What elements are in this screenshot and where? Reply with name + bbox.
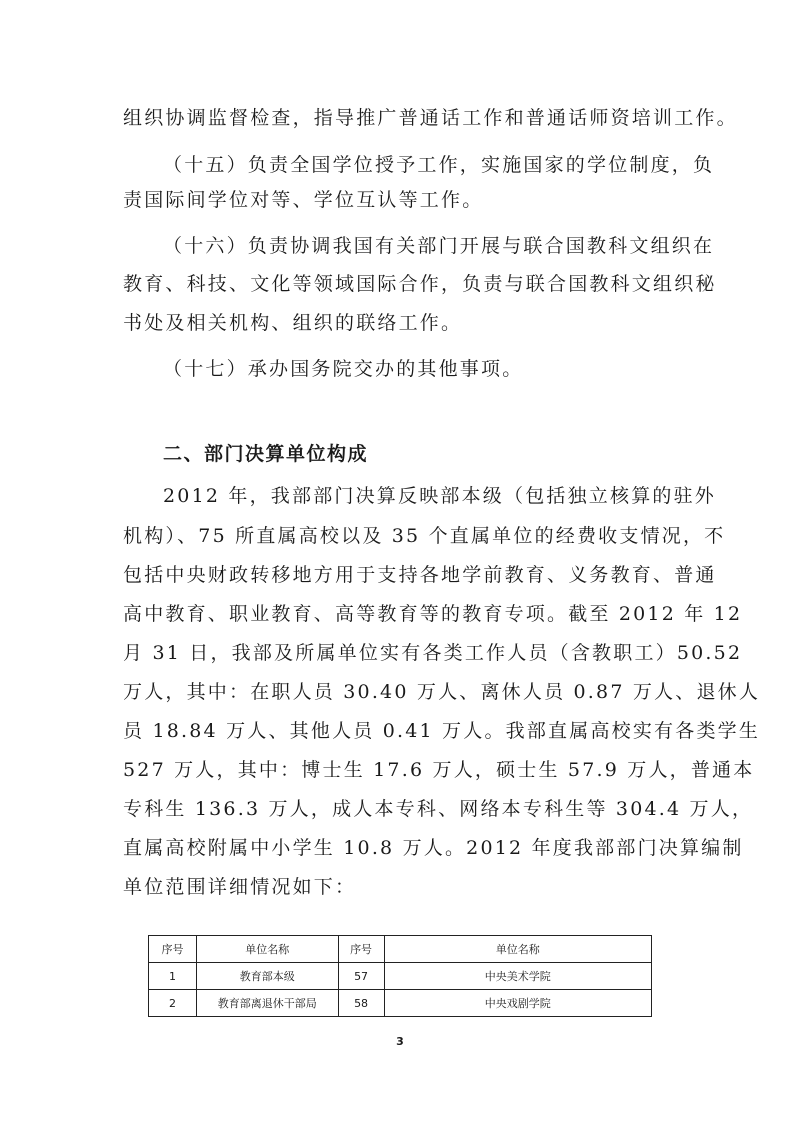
- para2-line-7: 员 18.84 万人、其他人员 0.41 万人。我部直属高校实有各类学生: [123, 720, 761, 742]
- para2-line-1: 2012 年，我部部门决算反映部本级（包括独立核算的驻外: [163, 485, 716, 507]
- para2-line-10: 直属高校附属中小学生 10.8 万人。2012 年度我部部门决算编制: [123, 837, 744, 859]
- header-seq-2: 序号: [338, 936, 384, 963]
- section-heading: 二、部门决算单位构成: [163, 443, 369, 465]
- cell-seq: 1: [149, 963, 197, 990]
- table-row: [149, 990, 652, 1017]
- cell-unit-name: 中央美术学院: [384, 963, 651, 990]
- body-line-5: 教育、科技、文化等领域国际合作，负责与联合国教科文组织秘: [123, 273, 717, 295]
- body-line-3: 责国际间学位对等、学位互认等工作。: [123, 189, 484, 211]
- para2-line-2: 机构）、75 所直属高校以及 35 个直属单位的经费收支情况，不: [123, 525, 726, 547]
- cell-unit-name: 教育部本级: [196, 963, 338, 990]
- units-table: [148, 935, 652, 1017]
- page-number: 3: [396, 1035, 404, 1048]
- cell-unit-name: 教育部离退休干部局: [196, 990, 338, 1017]
- para2-line-8: 527 万人，其中：博士生 17.6 万人，硕士生 57.9 万人，普通本: [123, 759, 755, 781]
- header-unit-name-2: 单位名称: [384, 936, 651, 963]
- body-line-7: （十七）承办国务院交办的其他事项。: [163, 358, 524, 380]
- body-line-6: 书处及相关机构、组织的联络工作。: [123, 312, 463, 334]
- table-header-row: [149, 936, 652, 963]
- cell-unit-name: 中央戏剧学院: [384, 990, 651, 1017]
- body-line-4: （十六）负责协调我国有关部门开展与联合国教科文组织在: [163, 235, 715, 257]
- para2-line-5: 月 31 日，我部及所属单位实有各类工作人员（含教职工）50.52: [123, 642, 743, 664]
- para2-line-11: 单位范围详细情况如下：: [123, 876, 357, 898]
- cell-seq: 57: [338, 963, 384, 990]
- para2-line-4: 高中教育、职业教育、高等教育等的教育专项。截至 2012 年 12: [123, 603, 743, 625]
- para2-line-6: 万人，其中：在职人员 30.40 万人、离休人员 0.87 万人、退休人: [123, 681, 761, 703]
- table-row: [149, 963, 652, 990]
- body-line-1: 组织协调监督检查，指导推广普通话工作和普通话师资培训工作。: [123, 107, 738, 129]
- para2-line-9: 专科生 136.3 万人，成人本专科、网络本专科生等 304.4 万人，: [123, 798, 754, 820]
- cell-seq: 2: [149, 990, 197, 1017]
- body-line-2: （十五）负责全国学位授予工作，实施国家的学位制度，负: [163, 154, 715, 176]
- header-seq-1: 序号: [149, 936, 197, 963]
- cell-seq: 58: [338, 990, 384, 1017]
- para2-line-3: 包括中央财政转移地方用于支持各地学前教育、义务教育、普通: [123, 564, 717, 586]
- header-unit-name-1: 单位名称: [196, 936, 338, 963]
